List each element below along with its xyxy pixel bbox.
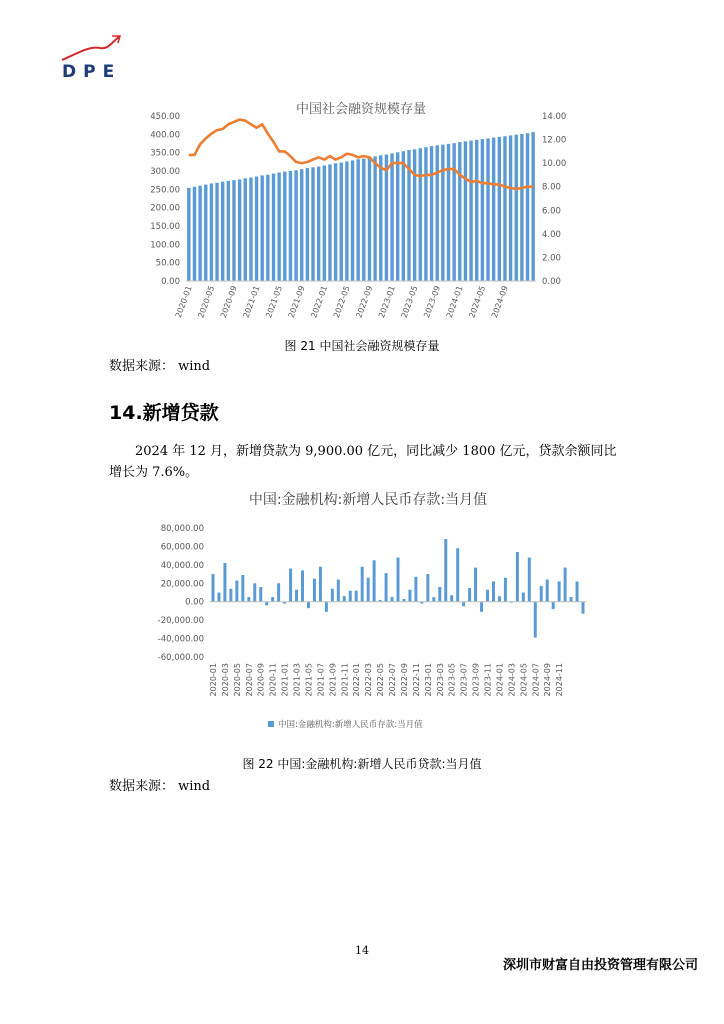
chart1-bar	[232, 180, 235, 281]
chart1-x-tick-label: 2024-05	[467, 284, 488, 320]
chart1-bar	[526, 133, 529, 281]
chart2-bar	[468, 588, 471, 602]
chart1-bar	[469, 141, 472, 281]
chart1-bar	[323, 166, 326, 282]
chart1-y-tick-label: 150.00	[150, 222, 180, 232]
chart2-bar	[552, 602, 555, 609]
chart2-bar	[229, 589, 232, 602]
chart1-y-tick-label: 400.00	[150, 130, 180, 141]
chart2-bar	[361, 567, 364, 602]
chart2-bar	[265, 602, 268, 606]
chart2-bar	[462, 602, 465, 607]
chart2-x-tick-label: 2023-11	[483, 663, 493, 697]
chart1-bar	[289, 171, 292, 281]
chart2-bar	[576, 581, 579, 601]
chart2-x-tick-label: 2020-09	[256, 663, 266, 697]
chart1-bar	[481, 139, 484, 281]
chart1-bar	[531, 132, 534, 281]
chart2-x-tick-label: 2020-01	[208, 663, 218, 697]
chart2-bar	[271, 597, 274, 602]
chart1-x-tick-label: 2022-05	[331, 284, 352, 320]
chart2-x-tick-label: 2024-05	[519, 663, 529, 697]
chart1-y-tick-label: 50.00	[155, 258, 180, 269]
chart2-bar	[307, 602, 310, 608]
chart1-bar	[498, 137, 501, 281]
chart2-bar	[355, 591, 358, 602]
chart1-bar	[294, 170, 297, 281]
chart1-bar	[390, 153, 393, 281]
chart2-bar	[546, 580, 549, 602]
chart2-x-tick-label: 2024-01	[495, 663, 505, 697]
chart1-y-tick-label: 300.00	[150, 167, 180, 177]
chart1-bar	[249, 178, 252, 281]
chart1-bar	[204, 185, 207, 281]
chart1-bar	[345, 161, 348, 281]
chart2-x-tick-label: 2024-09	[543, 663, 553, 697]
chart2-bar	[534, 602, 537, 638]
chart1-y2-tick-label: 14.00	[542, 112, 567, 122]
figure1-caption: 图 21 中国社会融资规模存量	[284, 339, 440, 353]
chart2-y-tick-label: 80,000.00	[160, 524, 204, 534]
chart2-x-tick-label: 2020-11	[268, 663, 278, 697]
chart1-y2-tick-label: 12.00	[542, 135, 567, 146]
chart1-bar	[368, 157, 371, 281]
chart2-bar	[325, 602, 328, 612]
chart1-bar	[436, 145, 439, 281]
chart1-bar	[255, 177, 258, 282]
chart2-bar	[432, 597, 435, 602]
chart2-y-tick-label: 20,000.00	[160, 579, 204, 590]
chart2-x-tick-label: 2022-09	[399, 663, 409, 697]
chart1-bar	[396, 152, 399, 281]
figure2-caption: 图 22 中国:金融机构:新增人民币贷款:当月值	[242, 757, 482, 771]
chart1-bar	[373, 156, 376, 281]
chart2-legend-swatch	[268, 721, 274, 727]
chart2-x-tick-label: 2021-09	[328, 663, 338, 697]
chart1-y-tick-label: 200.00	[150, 203, 180, 214]
chart1-bar	[351, 160, 354, 281]
chart1-bar	[272, 174, 275, 281]
chart2-y-tick-label: 60,000.00	[160, 542, 204, 553]
chart2-y-tick-label: -40,000.00	[157, 634, 204, 645]
chart2-bar	[343, 596, 346, 602]
chart1-x-tick-label: 2020-09	[218, 284, 239, 320]
chart2-x-tick-label: 2020-07	[244, 663, 254, 697]
chart2-y-tick-label: 0.00	[185, 597, 204, 608]
figure1-source: 数据来源： wind	[109, 359, 211, 374]
chart1-x-tick-label: 2022-09	[354, 284, 375, 320]
chart2-x-tick-label: 2022-03	[364, 663, 374, 697]
chart1-bar	[261, 175, 264, 281]
chart2-y-tick-label: 40,000.00	[160, 560, 204, 571]
chart1-bar	[379, 155, 382, 281]
chart1-x-tick-label: 2023-05	[399, 284, 420, 320]
chart-social-financing-stock	[138, 98, 586, 334]
section-paragraph: 2024 年 12 月，新增贷款为 9,900.00 亿元，同比减少 1800 亿元，贷款余额同比增长为 7.6%。	[109, 444, 617, 480]
chart1-title: 中国社会融资规模存量	[295, 102, 427, 117]
chart1-bar	[198, 186, 201, 281]
chart1-y2-tick-label: 4.00	[542, 229, 561, 240]
chart1-x-tick-label: 2022-01	[309, 284, 330, 320]
chart1-bar	[424, 147, 427, 281]
chart2-bar	[570, 597, 573, 602]
chart2-bar	[259, 587, 262, 602]
chart2-legend-label: 中国:金融机构:新增人民币存款:当月值	[278, 720, 423, 730]
chart2-title: 中国:金融机构:新增人民币存款:当月值	[248, 492, 488, 508]
chart1-x-tick-label: 2024-01	[444, 284, 465, 320]
chart1-bar	[300, 169, 303, 281]
chart2-bar	[301, 570, 304, 601]
chart1-bar	[503, 136, 506, 281]
chart1-y-tick-label: 0.00	[161, 277, 180, 287]
chart2-x-tick-label: 2023-01	[423, 663, 433, 697]
chart1-bar	[509, 135, 512, 281]
chart2-x-tick-label: 2022-05	[376, 663, 386, 697]
chart2-bar	[540, 586, 543, 602]
section-heading: 14.新增贷款	[109, 402, 219, 424]
chart1-bar	[238, 179, 241, 281]
chart1-bar	[475, 140, 478, 281]
chart1-bar	[356, 159, 359, 281]
chart2-bar	[373, 560, 376, 601]
chart1-x-tick-label: 2021-05	[264, 284, 285, 320]
chart1-x-tick-label: 2021-01	[241, 284, 262, 320]
chart1-x-tick-label: 2020-01	[173, 284, 194, 320]
chart1-bar	[266, 175, 269, 281]
logo-swoosh-icon	[62, 36, 120, 60]
chart1-bar	[515, 135, 518, 281]
chart2-x-tick-label: 2022-07	[388, 663, 398, 697]
chart1-x-tick-label: 2020-05	[196, 284, 217, 320]
chart2-bar	[522, 593, 525, 602]
chart1-bar	[385, 155, 388, 282]
chart1-bar	[215, 183, 218, 281]
chart2-bar	[367, 578, 370, 602]
chart2-x-tick-label: 2020-03	[220, 663, 230, 697]
chart1-bar	[362, 159, 365, 281]
chart2-x-tick-label: 2022-01	[352, 663, 362, 697]
chart2-x-tick-label: 2021-07	[316, 663, 326, 697]
chart1-x-tick-label: 2023-09	[422, 284, 443, 320]
figure2-source: 数据来源： wind	[109, 779, 211, 794]
chart2-bar	[289, 569, 292, 602]
chart2-bar	[211, 574, 214, 602]
chart2-bar	[564, 568, 567, 602]
chart1-bar	[306, 168, 309, 281]
chart2-bar	[408, 590, 411, 602]
chart2-y-tick-label: -60,000.00	[157, 653, 204, 663]
chart2-bar	[337, 580, 340, 602]
chart1-bar	[227, 181, 230, 281]
chart1-bar	[340, 163, 343, 281]
chart1-bar	[447, 144, 450, 281]
chart2-x-tick-label: 2021-03	[292, 663, 302, 697]
chart2-x-tick-label: 2023-07	[459, 663, 469, 697]
logo-text: DPE	[62, 62, 122, 82]
chart2-x-tick-label: 2024-11	[555, 663, 565, 697]
chart2-bar	[391, 597, 394, 602]
chart2-x-tick-label: 2020-05	[232, 663, 242, 697]
chart2-bar	[313, 579, 316, 602]
chart1-bar	[413, 149, 416, 281]
chart2-bar	[456, 548, 459, 601]
chart2-x-tick-label: 2024-03	[507, 663, 517, 697]
page-number: 14	[355, 944, 369, 957]
chart2-bar	[349, 591, 352, 602]
chart1-bar	[187, 188, 190, 281]
chart1-y-tick-label: 450.00	[150, 112, 180, 122]
chart2-bar	[426, 574, 429, 602]
chart2-bar	[223, 563, 226, 602]
chart-new-rmb-deposits	[138, 486, 586, 748]
chart1-bar	[419, 148, 422, 281]
chart2-bar	[474, 568, 477, 602]
chart1-bar	[402, 151, 405, 281]
chart2-bar	[498, 596, 501, 602]
chart2-x-tick-label: 2021-11	[340, 663, 350, 697]
chart2-bar	[385, 573, 388, 602]
chart2-bar	[516, 552, 519, 602]
chart1-y2-tick-label: 6.00	[542, 206, 561, 217]
chart2-x-tick-label: 2021-01	[280, 663, 290, 697]
chart2-bar	[486, 590, 489, 602]
chart1-bar	[311, 167, 314, 281]
chart2-bar	[217, 593, 220, 602]
chart2-bar	[241, 575, 244, 602]
chart2-x-tick-label: 2023-05	[447, 663, 457, 697]
chart1-x-tick-label: 2024-09	[489, 284, 510, 320]
chart2-bar	[235, 581, 238, 602]
chart2-x-tick-label: 2023-03	[435, 663, 445, 697]
chart2-bar	[295, 590, 298, 602]
chart2-bar	[414, 577, 417, 602]
chart1-bar	[283, 172, 286, 281]
chart2-y-tick-label: -20,000.00	[157, 616, 204, 627]
chart2-bar	[253, 583, 256, 601]
chart1-bar	[430, 146, 433, 281]
chart2-bar	[397, 557, 400, 601]
chart2-x-tick-label: 2024-07	[531, 663, 541, 697]
chart1-bar	[334, 163, 337, 281]
chart1-bar	[520, 134, 523, 281]
chart1-bar	[277, 172, 280, 281]
chart1-bar	[317, 167, 320, 281]
chart2-bar	[277, 583, 280, 601]
chart2-x-tick-label: 2023-09	[471, 663, 481, 697]
chart2-bar	[438, 587, 441, 602]
chart1-x-tick-label: 2023-01	[377, 284, 397, 320]
chart2-x-tick-label: 2022-11	[411, 663, 421, 697]
chart1-bar	[486, 138, 489, 281]
chart1-bar	[210, 183, 213, 281]
chart2-bar	[247, 597, 250, 602]
chart2-bar	[480, 602, 483, 612]
chart1-y-tick-label: 350.00	[150, 148, 180, 159]
chart2-bar	[528, 557, 531, 601]
chart2-bar	[492, 581, 495, 601]
chart1-bar	[464, 141, 467, 281]
chart1-y2-tick-label: 0.00	[542, 277, 561, 287]
chart2-x-tick-label: 2021-05	[304, 663, 314, 697]
chart1-bar	[452, 143, 455, 281]
chart1-y2-tick-label: 8.00	[542, 182, 561, 193]
chart2-bar	[319, 567, 322, 602]
chart1-y-tick-label: 250.00	[150, 185, 180, 196]
company-name: 深圳市财富自由投资管理有限公司	[502, 958, 698, 973]
chart1-bar	[492, 138, 495, 281]
chart1-bar	[458, 142, 461, 281]
chart1-y2-tick-label: 10.00	[542, 159, 567, 170]
chart1-bar	[244, 178, 247, 281]
chart2-bar	[450, 595, 453, 601]
chart2-bar	[558, 581, 561, 601]
chart2-bar	[444, 539, 447, 602]
chart1-y2-tick-label: 2.00	[542, 253, 561, 264]
chart1-bar	[441, 145, 444, 281]
chart1-bar	[193, 187, 196, 281]
chart1-y-tick-label: 100.00	[150, 240, 180, 251]
chart1-bar	[221, 182, 224, 281]
chart2-bar	[582, 602, 585, 614]
chart1-x-tick-label: 2021-09	[286, 284, 307, 320]
chart2-bar	[504, 578, 507, 602]
chart1-bar	[328, 164, 331, 281]
chart2-bar	[331, 589, 334, 602]
